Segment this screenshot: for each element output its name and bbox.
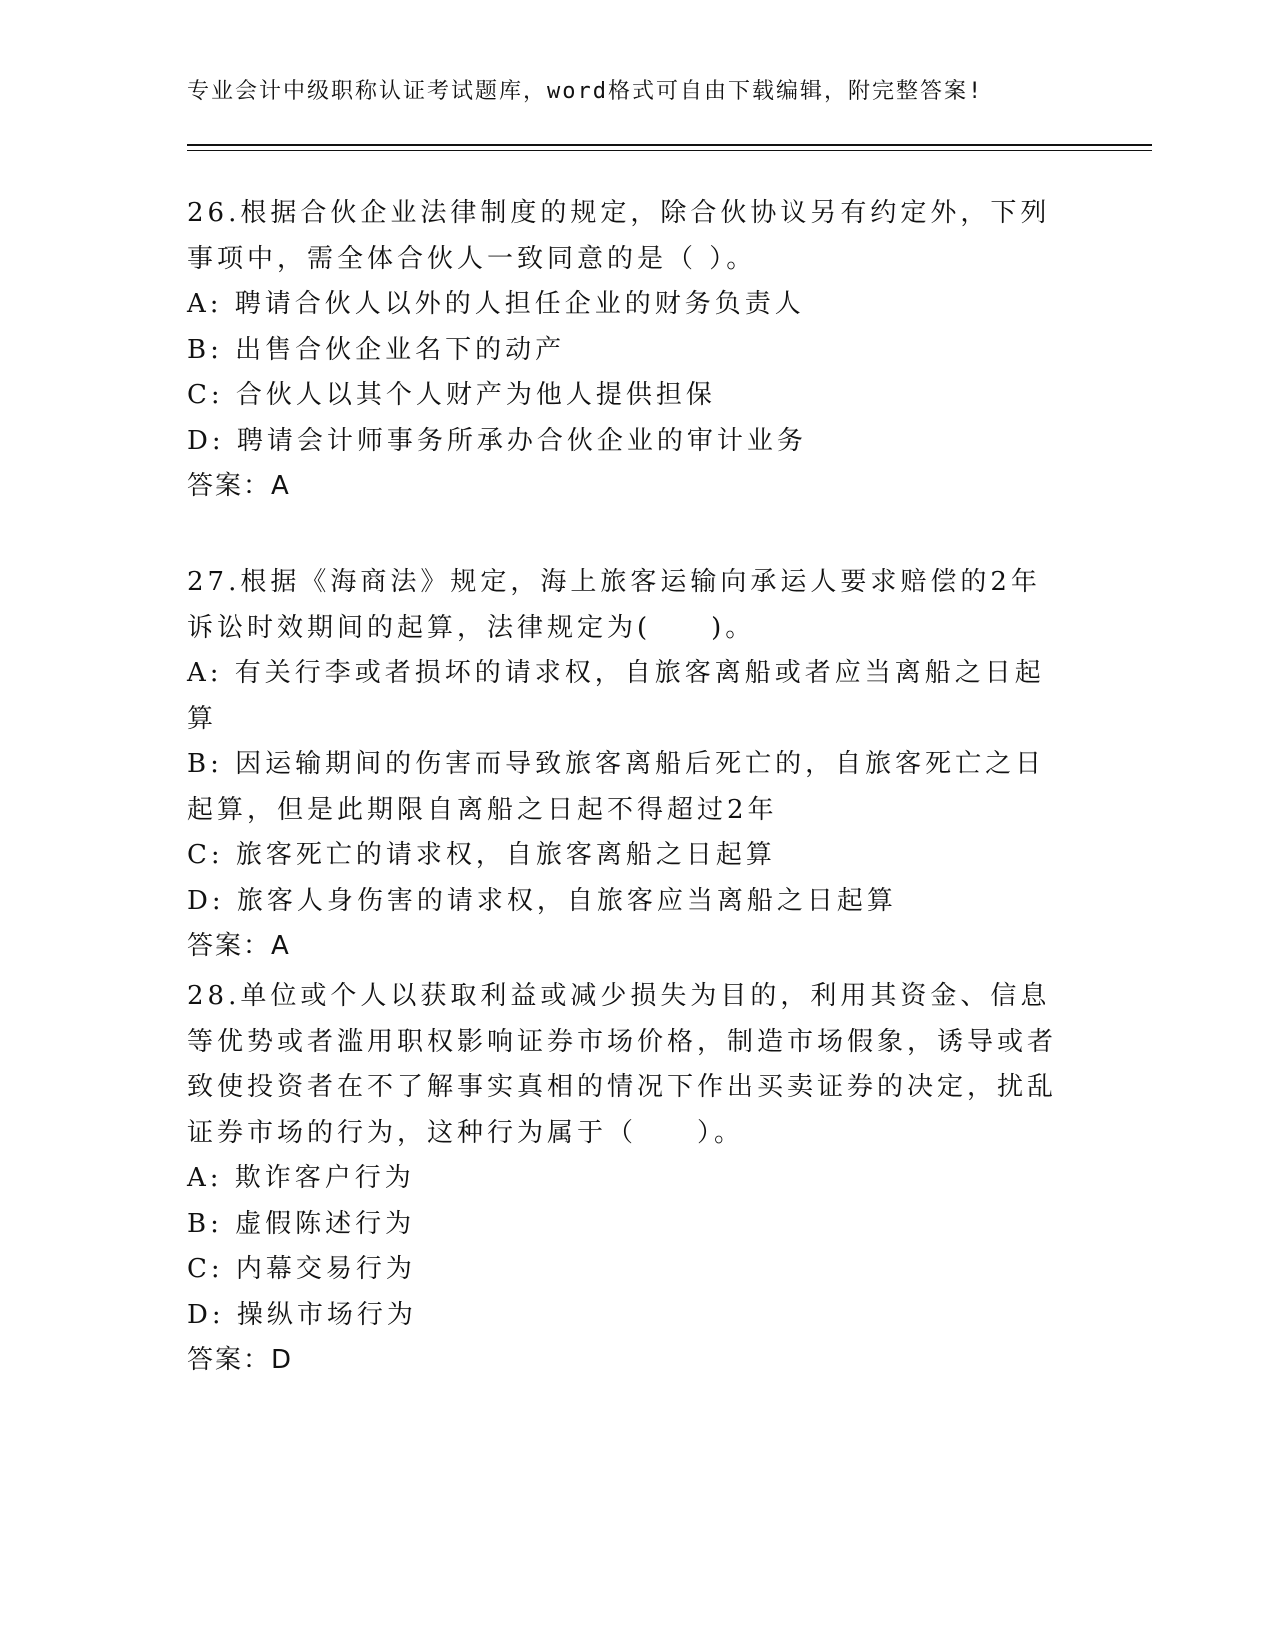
option-d: D: 聘请会计师事务所承办合伙企业的审计业务 xyxy=(187,425,807,456)
option-b: B: 虚假陈述行为 xyxy=(187,1208,416,1239)
answer: 答案：A xyxy=(187,931,291,961)
option-d: D: 旅客人身伤害的请求权，自旅客应当离船之日起算 xyxy=(187,885,897,916)
option-c: C: 旅客死亡的请求权，自旅客离船之日起算 xyxy=(187,840,776,870)
option-c: C: 合伙人以其个人财产为他人提供担保 xyxy=(187,380,716,410)
question-stem: 26.根据合伙企业法律制度的规定，除合伙协议另有约定外，下列事项中，需全体合伙人一致同意的是（ ）。 xyxy=(187,198,1051,274)
question-28 xyxy=(187,974,1067,1384)
page-header: 专业会计中级职称认证考试题库，word格式可自由下载编辑，附完整答案! xyxy=(187,79,984,104)
option-c: C: 内幕交易行为 xyxy=(187,1254,416,1284)
option-a: A: 欺诈客户行为 xyxy=(187,1163,415,1193)
option-a: A: 聘请合伙人以外的人担任企业的财务负责人 xyxy=(187,289,805,319)
option-d: D: 操纵市场行为 xyxy=(187,1299,417,1330)
header-divider xyxy=(187,144,1152,146)
question-stem: 28.单位或个人以获取利益或减少损失为目的，利用其资金、信息等优势或者滥用职权影响证券市场价格，制造市场假象，诱导或者致使投资者在不了解事实真相的情况下作出买卖证券的决定，扰乱证券市场的行为，这种行为属于（ ）。 xyxy=(187,981,1058,1148)
header-divider-thin xyxy=(187,150,1152,151)
question-26 xyxy=(187,191,1067,510)
option-a: A: 有关行李或者损坏的请求权，自旅客离船或者应当离船之日起算 xyxy=(187,658,1045,734)
question-stem: 27.根据《海商法》规定，海上旅客运输向承运人要求赔偿的2年诉讼时效期间的起算，法律规定为( )。 xyxy=(187,567,1041,643)
answer: 答案：D xyxy=(187,1345,294,1375)
option-b: B: 出售合伙企业名下的动产 xyxy=(187,334,566,365)
question-27 xyxy=(187,560,1067,970)
option-b: B: 因运输期间的伤害而导致旅客离船后死亡的，自旅客死亡之日起算，但是此期限自离船之日起不得超过2年 xyxy=(187,749,1046,825)
answer: 答案：A xyxy=(187,471,291,501)
